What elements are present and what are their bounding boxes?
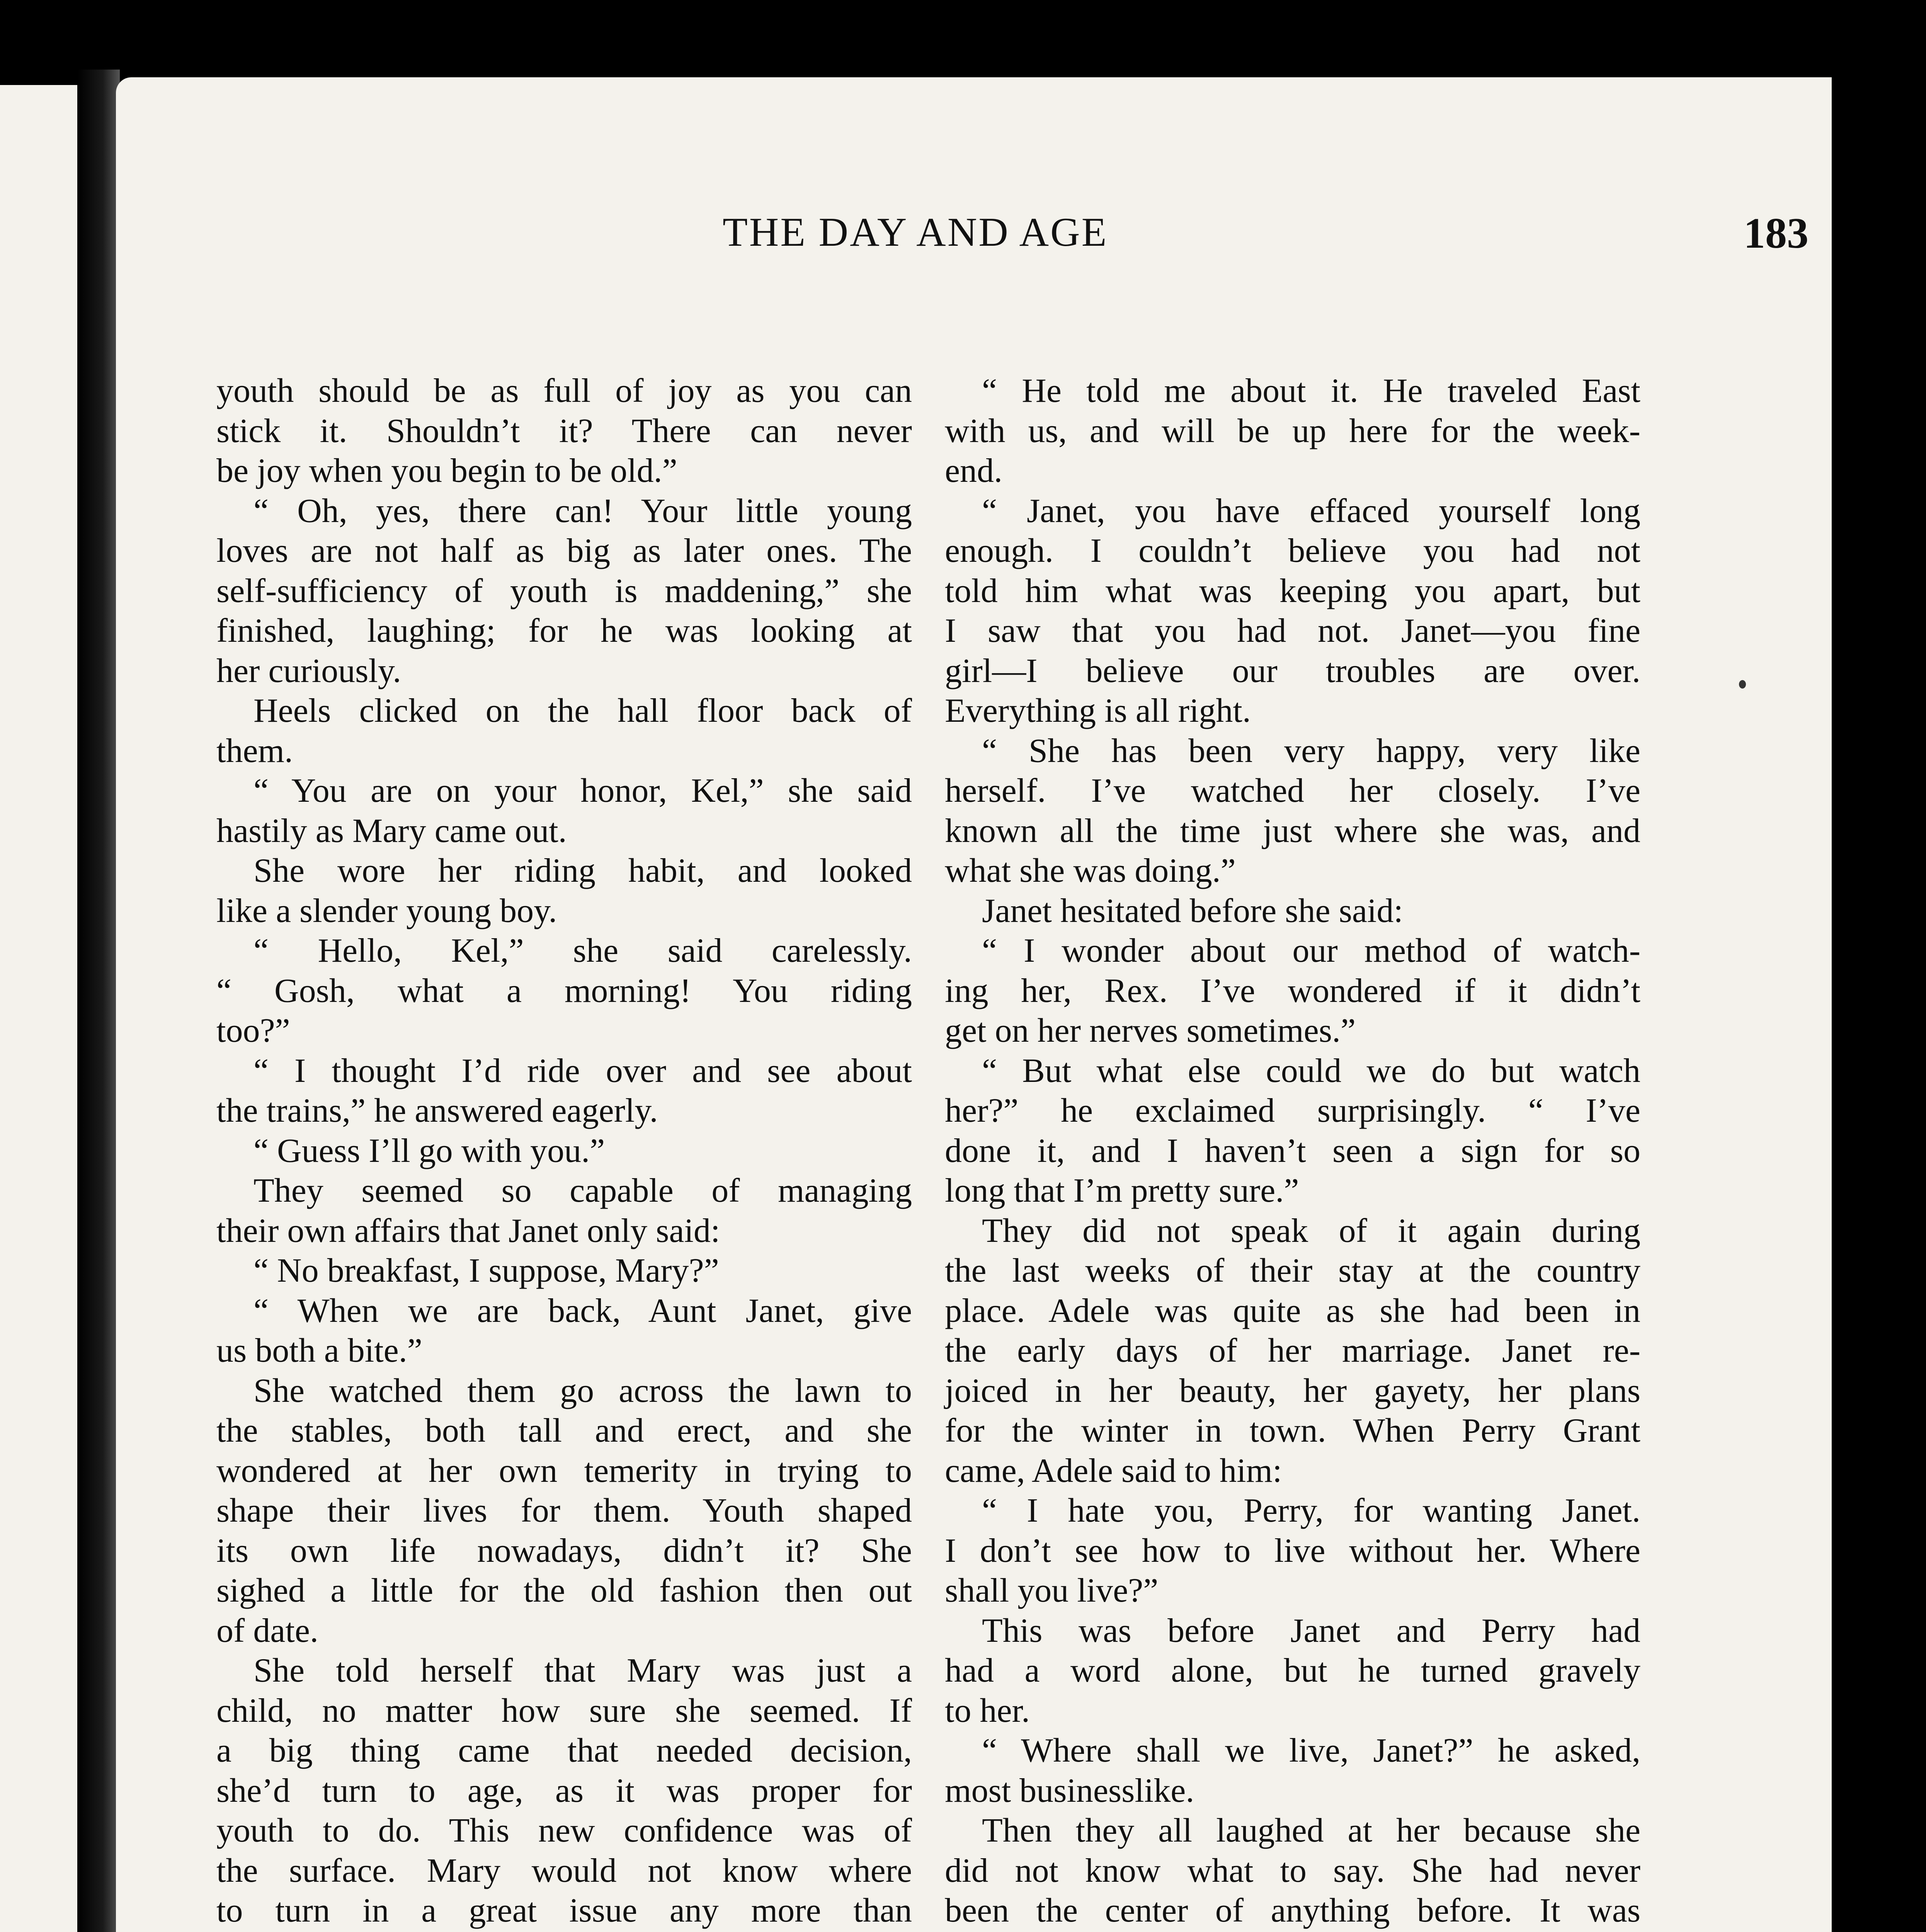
text-line: finished, laughing; for he was looking at (216, 612, 912, 650)
text-line: she’d turn to age, as it was proper for (216, 1772, 912, 1810)
text-line: to her. (945, 1692, 1030, 1730)
text-line: “ No breakfast, I suppose, Mary?” (254, 1252, 719, 1289)
text-line: “ Janet, you have effaced yourself long (982, 492, 1640, 530)
running-title: THE DAY AND AGE (723, 209, 1108, 255)
text-line: been the center of anything before. It was (945, 1892, 1640, 1929)
text-line: get on her nerves sometimes.” (945, 1012, 1356, 1049)
text-line: She wore her riding habit, and looked (254, 852, 912, 889)
running-head (116, 209, 1832, 263)
text-line: its own life nowadays, didn’t it? She (216, 1532, 912, 1570)
text-line: them. (216, 732, 293, 770)
right-text-column (945, 371, 1640, 1932)
text-line: be joy when you begin to be old.” (216, 452, 677, 490)
text-line: the last weeks of their stay at the country (945, 1252, 1640, 1289)
text-line: “ Guess I’ll go with you.” (254, 1132, 605, 1170)
page-number: 183 (1744, 209, 1809, 257)
text-line: “ I hate you, Perry, for wanting Janet. (982, 1492, 1640, 1529)
text-line: I saw that you had not. Janet—you fine (945, 612, 1640, 650)
text-line: Janet hesitated before she said: (982, 892, 1403, 930)
text-line (216, 1931, 912, 1932)
text-line: “ Gosh, what a morning! You riding (216, 972, 912, 1010)
text-line: most businesslike. (945, 1772, 1194, 1810)
text-line: Everything is all right. (945, 692, 1251, 730)
text-line: “ I thought I’d ride over and see about (254, 1052, 912, 1090)
text-line: Heels clicked on the hall floor back of (254, 692, 912, 730)
text-line: This was before Janet and Perry had (982, 1612, 1640, 1650)
text-line: hastily as Mary came out. (216, 812, 567, 850)
text-line: of date. (216, 1612, 318, 1650)
text-line: “ Hello, Kel,” she said carelessly. (254, 932, 912, 969)
text-line: the surface. Mary would not know where (216, 1852, 912, 1889)
text-line: youth should be as full of joy as you can (216, 372, 912, 410)
text-line: sighed a little for the old fashion then out (216, 1572, 912, 1609)
print-speck (1739, 680, 1746, 689)
text-line: place. Adele was quite as she had been in (945, 1292, 1640, 1330)
text-line: “ She has been very happy, very like (982, 732, 1640, 770)
text-line: what she was doing.” (945, 852, 1236, 889)
text-line: known all the time just where she was, and (945, 812, 1640, 850)
text-line: They seemed so capable of managing (254, 1172, 912, 1209)
text-line: long that I’m pretty sure.” (945, 1172, 1299, 1209)
text-line: her curiously. (216, 652, 402, 690)
text-line: like a slender young boy. (216, 892, 557, 930)
text-line: joiced in her beauty, her gayety, her plans (945, 1372, 1640, 1410)
left-text-column (216, 371, 912, 1932)
text-line: their own affairs that Janet only said: (216, 1212, 720, 1250)
text-line: done it, and I haven’t seen a sign for so (945, 1132, 1640, 1170)
text-line: had a word alone, but he turned gravely (945, 1652, 1640, 1689)
text-line: told him what was keeping you apart, but (945, 572, 1640, 610)
text-line: “ I wonder about our method of watch- (982, 932, 1640, 969)
text-line: the stables, both tall and erect, and she (216, 1412, 912, 1449)
text-line: with us, and will be up here for the week- (945, 412, 1640, 450)
text-line: I don’t see how to live without her. Where (945, 1532, 1640, 1570)
text-line: She told herself that Mary was just a (254, 1652, 912, 1689)
text-line: loves are not half as big as later ones. The (216, 532, 912, 570)
text-line: end. (945, 452, 1003, 490)
text-line: “ You are on your honor, Kel,” she said (254, 772, 912, 810)
text-line (945, 1931, 1640, 1932)
text-line: came, Adele said to him: (945, 1452, 1282, 1490)
text-line: youth to do. This new confidence was of (216, 1812, 912, 1849)
book-gutter (77, 70, 120, 1932)
text-line: Then they all laughed at her because she (982, 1812, 1640, 1849)
text-line: her?” he exclaimed surprisingly. “ I’ve (945, 1092, 1640, 1129)
text-line: to turn in a great issue any more than (216, 1892, 912, 1929)
text-line: She watched them go across the lawn to (254, 1372, 912, 1410)
text-line: child, no matter how sure she seemed. If (216, 1692, 912, 1730)
text-line: “ He told me about it. He traveled East (982, 372, 1640, 410)
text-line: girl—I believe our troubles are over. (945, 652, 1640, 690)
text-line: enough. I couldn’t believe you had not (945, 532, 1640, 570)
previous-page-edge (0, 85, 77, 1932)
text-line: “ But what else could we do but watch (982, 1052, 1640, 1090)
text-line: a big thing came that needed decision, (216, 1732, 912, 1769)
text-line: us both a bite.” (216, 1332, 422, 1369)
text-line: did not know what to say. She had never (945, 1852, 1640, 1889)
text-line: shall you live?” (945, 1572, 1159, 1609)
text-line: too?” (216, 1012, 290, 1049)
book-page (116, 77, 1832, 1932)
text-line: self-sufficiency of youth is maddening,” she (216, 572, 912, 610)
text-line: the early days of her marriage. Janet re- (945, 1332, 1640, 1369)
text-line: for the winter in town. When Perry Grant (945, 1412, 1640, 1449)
text-line: “ Oh, yes, there can! Your little young (254, 492, 912, 530)
text-line: the trains,” he answered eagerly. (216, 1092, 658, 1129)
text-line: shape their lives for them. Youth shaped (216, 1492, 912, 1529)
text-line: wondered at her own temerity in trying to (216, 1452, 912, 1490)
text-line: “ When we are back, Aunt Janet, give (254, 1292, 912, 1330)
text-line: “ Where shall we live, Janet?” he asked, (982, 1732, 1640, 1769)
text-line: They did not speak of it again during (982, 1212, 1640, 1250)
text-line: ing her, Rex. I’ve wondered if it didn’t (945, 972, 1640, 1010)
text-line: stick it. Shouldn’t it? There can never (216, 412, 912, 450)
text-line: herself. I’ve watched her closely. I’ve (945, 772, 1640, 810)
